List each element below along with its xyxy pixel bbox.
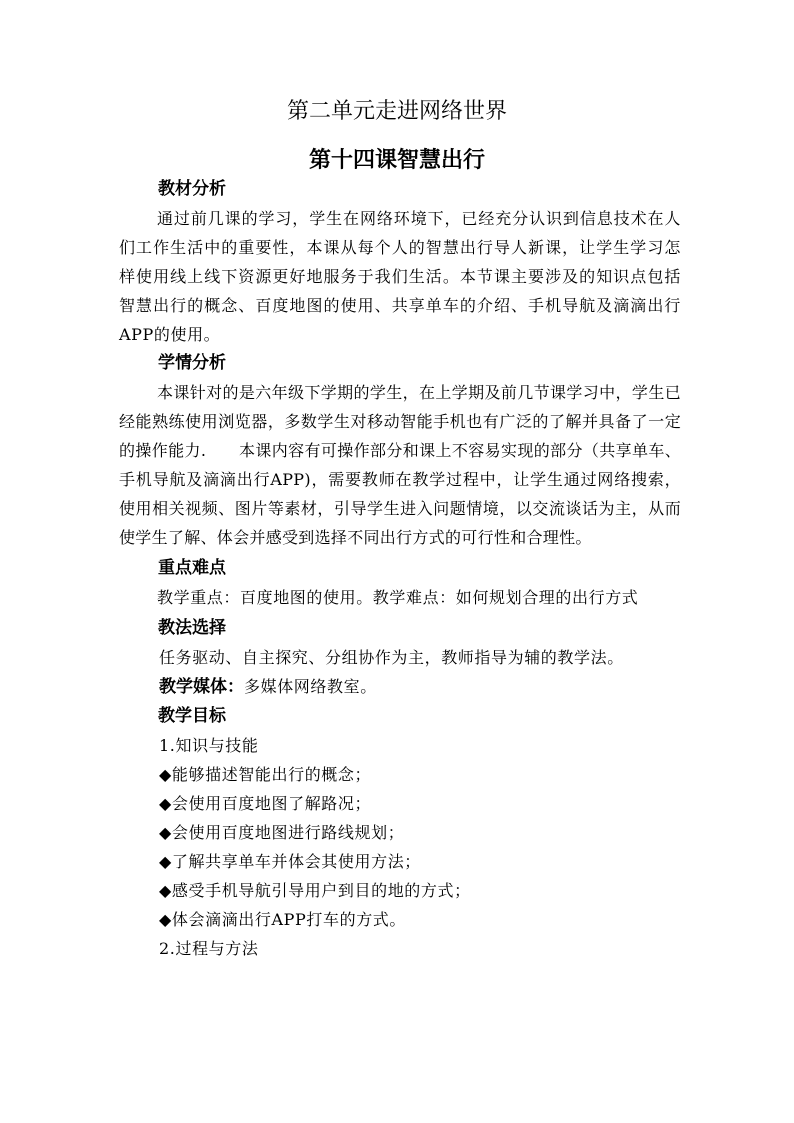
section-heading-goals: 教学目标 bbox=[158, 706, 226, 726]
unit-title: 第二单元走进网络世界 bbox=[286, 99, 507, 124]
goal-item: ◆会使用百度地图了解路况； bbox=[159, 794, 372, 813]
paragraph-methods: 任务驱动、自主探究、分组协作为主，教师指导为辅的教学法。 bbox=[159, 648, 624, 667]
goal-item: ◆体会滴滴出行APP打车的方式。 bbox=[159, 910, 406, 929]
section-heading-methods: 教法选择 bbox=[158, 618, 226, 638]
document-body bbox=[119, 175, 681, 963]
media-value: 多媒体网络教室。 bbox=[244, 677, 377, 696]
media-label: 教学媒体： bbox=[159, 677, 244, 697]
media-line bbox=[119, 672, 681, 702]
goal-item: ◆感受手机导航引导用户到目的地的方式； bbox=[159, 881, 471, 900]
paragraph-learners: 本课针对的是六年级下学期的学生，在上学期及前几节课学习中，学生已经能熟练使用浏览器，多数学生对移动智能手机也有广泛的了解并具备了一定的操作能力. 本课内容有可操作部分和课上不容易实现的部分（共享单车、手机导航及滴滴出行APP)，需要教师在教学过程中，让学生通过网络搜索，使用相关视频、图片等素材，引导学生进入问题情境，以交流谈话为主，从而使学生了解、体会并感受到选择不同出行方式的可行性和合理性。 bbox=[119, 383, 681, 547]
lesson-title: 第十四课智慧出行 bbox=[308, 148, 485, 173]
section-heading-learners: 学情分析 bbox=[158, 353, 226, 373]
goals-subheading-process: 2.过程与方法 bbox=[159, 939, 259, 958]
paragraph-key-points: 教学重点：百度地图的使用。教学难点：如何规划合理的出行方式 bbox=[157, 588, 639, 607]
paragraph-textbook: 通过前几课的学习，学生在网络环境下，已经充分认识到信息技术在人们工作生活中的重要性，本课从每个人的智慧出行导人新课，让学生学习怎样使用线上线下资源更好地服务于我们生活。本节课主要涉及的知识点包括智慧出行的概念、百度地图的使用、共享单车的介绍、手机导航及滴滴出行APP的使用。 bbox=[119, 209, 681, 344]
goal-item: ◆能够描述智能出行的概念； bbox=[159, 765, 372, 784]
goals-subheading-knowledge: 1.知识与技能 bbox=[159, 736, 259, 755]
section-heading-key-points: 重点难点 bbox=[158, 558, 226, 578]
goal-item: ◆会使用百度地图进行路线规划； bbox=[159, 823, 405, 842]
goal-item: ◆了解共享单车并体会其使用方法； bbox=[159, 852, 421, 871]
section-heading-textbook: 教材分析 bbox=[158, 179, 226, 199]
